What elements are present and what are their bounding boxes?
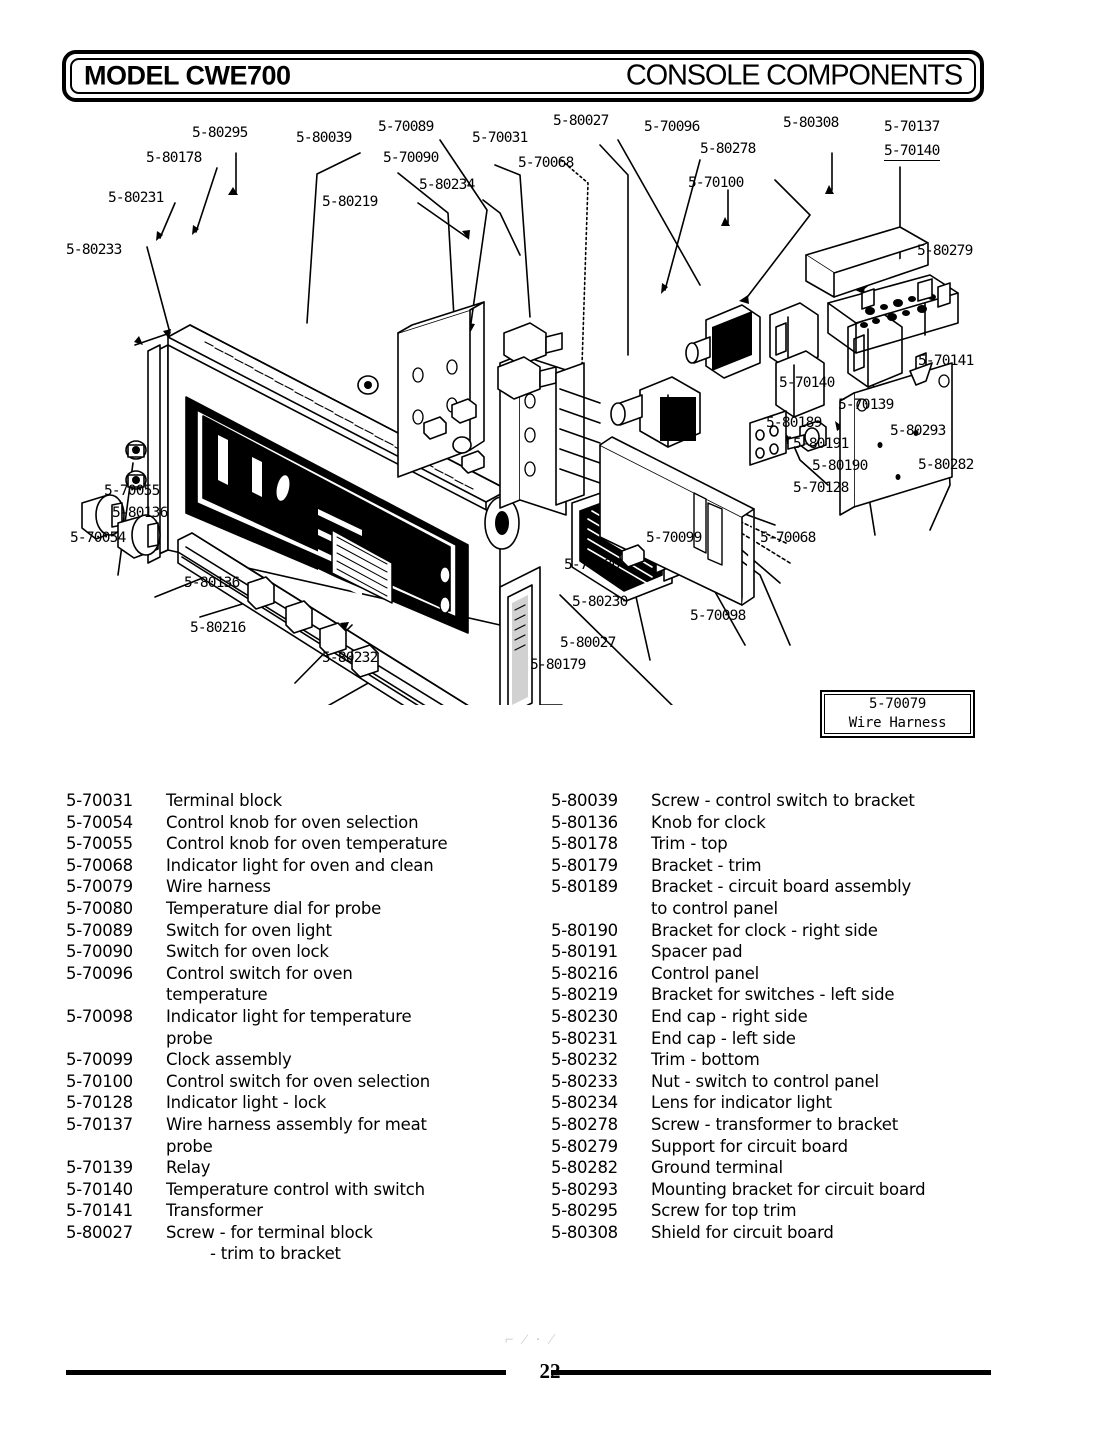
callout-5-80282: 5-80282 [918, 457, 974, 473]
part-description: Bracket - trim [651, 855, 762, 875]
parts-list-row [551, 1071, 1031, 1093]
part-number: 5-80189 [551, 877, 618, 897]
callout-5-80136-b: 5-80136 [184, 575, 240, 591]
parts-list-row [66, 812, 536, 834]
part-description: Lens for indicator light [651, 1093, 832, 1113]
parts-list-row [551, 1092, 1031, 1114]
part-number: 5-70139 [66, 1158, 133, 1178]
scan-artifact: ⌐ ⁄ · ∕ [505, 1332, 556, 1348]
parts-list-row [551, 984, 1031, 1006]
callout-5-70139: 5-70139 [838, 397, 894, 413]
part-description: End cap - right side [651, 1006, 808, 1026]
part-number: 5-80179 [551, 855, 618, 875]
callout-5-80308: 5-80308 [783, 115, 839, 131]
parts-list-row [551, 1114, 1031, 1136]
parts-list-row [551, 1200, 1031, 1222]
part-description: Control knob for oven temperature [166, 834, 448, 854]
part-description: Control switch for oven [166, 963, 353, 983]
part-number: 5-70089 [66, 920, 133, 940]
part-number: 5-80231 [551, 1028, 618, 1048]
callout-5-70068-top: 5-70068 [518, 155, 574, 171]
part-description: temperature [166, 985, 268, 1005]
parts-list-row [551, 790, 1031, 812]
callout-5-70096: 5-70096 [644, 119, 700, 135]
part-number: 5-80219 [551, 985, 618, 1005]
callout-5-70099: 5-70099 [646, 530, 702, 546]
part-description: Wire harness assembly for meat [166, 1114, 427, 1134]
harness-part-label: Wire Harness [848, 715, 947, 731]
part-description: Screw for top trim [651, 1201, 797, 1221]
page-footer [0, 1332, 1100, 1392]
callout-5-80231: 5-80231 [108, 190, 164, 206]
parts-list-row [551, 833, 1031, 855]
parts-list-row [551, 963, 1031, 985]
parts-list-row [551, 941, 1031, 963]
part-number: 5-80279 [551, 1136, 618, 1156]
callout-5-80230: 5-80230 [572, 594, 628, 610]
parts-list-row [551, 1179, 1031, 1201]
parts-list-row [551, 1028, 1031, 1050]
part-number: 5-80136 [551, 812, 618, 832]
callout-5-70141: 5-70141 [918, 353, 974, 369]
part-description: Relay [166, 1158, 211, 1178]
callout-5-70080: 5-70080 [564, 557, 620, 573]
part-description: Indicator light for temperature [166, 1006, 412, 1026]
page-title: CONSOLE COMPONENTS [625, 59, 962, 92]
callout-5-80178: 5-80178 [146, 150, 202, 166]
part-number: 5-70140 [66, 1179, 133, 1199]
header-banner [62, 50, 984, 102]
part-description: Trim - bottom [651, 1050, 760, 1070]
harness-part-number: 5-70079 [869, 696, 926, 713]
parts-list-row [66, 898, 536, 920]
part-description: Trim - top [651, 834, 728, 854]
part-description: Nut - switch to control panel [651, 1071, 879, 1091]
part-number: 5-80191 [551, 942, 618, 962]
callout-5-80278: 5-80278 [700, 141, 756, 157]
callout-5-80234: 5-80234 [419, 177, 475, 193]
part-description: Temperature control with switch [166, 1179, 425, 1199]
callout-5-70137: 5-70137 [884, 119, 940, 135]
parts-list-row [66, 984, 536, 1006]
part-number: 5-70068 [66, 855, 133, 875]
part-number: 5-70137 [66, 1114, 133, 1134]
part-number: 5-80308 [551, 1222, 618, 1242]
callout-5-80233: 5-80233 [66, 242, 122, 258]
part-description: Transformer [166, 1201, 263, 1221]
parts-list-row [66, 833, 536, 855]
part-number: 5-70100 [66, 1071, 133, 1091]
part-description: Bracket for clock - right side [651, 920, 878, 940]
page-number: 22 [539, 1359, 561, 1383]
callout-5-70100: 5-70100 [688, 175, 744, 191]
wire-harness-legend [820, 690, 975, 738]
parts-list-row [551, 920, 1031, 942]
parts-list-row [66, 1179, 536, 1201]
part-description: Ground terminal [651, 1158, 783, 1178]
callout-5-80232: 5-80232 [322, 650, 378, 666]
part-description: - trim to bracket [210, 1244, 341, 1264]
parts-list-row [551, 1049, 1031, 1071]
callout-5-80136-a: 5-80136 [112, 505, 168, 521]
callout-5-70098: 5-70098 [690, 608, 746, 624]
part-number: 5-80232 [551, 1050, 618, 1070]
part-number: 5-70090 [66, 942, 133, 962]
callout-5-80190: 5-80190 [812, 458, 868, 474]
parts-list-row [551, 1136, 1031, 1158]
part-number: 5-80295 [551, 1201, 618, 1221]
part-description: Switch for oven lock [166, 942, 329, 962]
part-description: Screw - transformer to bracket [651, 1114, 898, 1134]
part-number: 5-80216 [551, 963, 618, 983]
part-number: 5-70099 [66, 1050, 133, 1070]
parts-list-row [66, 963, 536, 985]
part-description: probe [166, 1136, 213, 1156]
callout-5-80179: 5-80179 [530, 657, 586, 673]
callout-5-80216: 5-80216 [190, 620, 246, 636]
exploded-parts-diagram [0, 105, 1100, 731]
parts-list-row [66, 1157, 536, 1179]
part-description: Knob for clock [651, 812, 766, 832]
part-description: Support for circuit board [651, 1136, 848, 1156]
part-description: Indicator light - lock [166, 1093, 327, 1113]
parts-list-row [551, 898, 1031, 920]
parts-list-column-left [66, 790, 536, 1265]
callout-5-70140-mid: 5-70140 [779, 375, 835, 391]
callout-5-80027-bot: 5-80027 [560, 635, 616, 651]
part-number: 5-70141 [66, 1201, 133, 1221]
parts-list-row [66, 1243, 536, 1265]
parts-list-row [66, 1071, 536, 1093]
parts-list-row [66, 1006, 536, 1028]
part-description: Wire harness [166, 877, 271, 897]
parts-list-row [551, 1157, 1031, 1179]
part-description: Indicator light for oven and clean [166, 855, 434, 875]
part-number: 5-70054 [66, 812, 133, 832]
parts-list-row [66, 941, 536, 963]
parts-list-row [66, 920, 536, 942]
callout-5-70089: 5-70089 [378, 119, 434, 135]
part-number: 5-80230 [551, 1006, 618, 1026]
callout-5-70128: 5-70128 [793, 480, 849, 496]
part-description: Control knob for oven selection [166, 812, 419, 832]
callout-5-70090: 5-70090 [383, 150, 439, 166]
parts-list-row [551, 812, 1031, 834]
part-description: Screw - for terminal block [166, 1222, 373, 1242]
part-number: 5-80178 [551, 834, 618, 854]
part-description: Control panel [651, 963, 760, 983]
parts-list-row [551, 1222, 1031, 1244]
part-description: Clock assembly [166, 1050, 292, 1070]
diagram-artwork [0, 105, 1100, 705]
callout-5-80027-top: 5-80027 [553, 113, 609, 129]
parts-list-row [66, 790, 536, 812]
parts-list-column-right [551, 790, 1031, 1243]
parts-list-row [66, 1222, 536, 1244]
part-number: 5-80234 [551, 1093, 618, 1113]
callout-5-80219: 5-80219 [322, 194, 378, 210]
part-number: 5-80027 [66, 1222, 133, 1242]
parts-list-row [66, 1049, 536, 1071]
part-number: 5-70055 [66, 834, 133, 854]
part-description: Temperature dial for probe [166, 898, 382, 918]
part-description: Control switch for oven selection [166, 1071, 431, 1091]
part-description: Mounting bracket for circuit board [651, 1179, 926, 1199]
parts-list-row [66, 1028, 536, 1050]
parts-list-row [551, 1006, 1031, 1028]
part-description: Shield for circuit board [651, 1222, 834, 1242]
part-number: 5-70098 [66, 1006, 133, 1026]
callout-5-80279: 5-80279 [917, 243, 973, 259]
part-number: 5-80278 [551, 1114, 618, 1134]
part-description: Terminal block [166, 791, 282, 810]
parts-list-row [66, 1136, 536, 1158]
callout-5-70068-bot: 5-70068 [760, 530, 816, 546]
parts-list-row [551, 876, 1031, 898]
callout-5-80039: 5-80039 [296, 130, 352, 146]
part-number: 5-70031 [66, 791, 133, 810]
part-description: to control panel [651, 898, 778, 918]
model-label: MODEL CWE700 [84, 60, 291, 91]
parts-list-row [66, 855, 536, 877]
parts-list-row [551, 855, 1031, 877]
part-description: End cap - left side [651, 1028, 796, 1048]
part-description: Spacer pad [651, 942, 743, 962]
part-number: 5-70079 [66, 877, 133, 897]
callout-5-80293: 5-80293 [890, 423, 946, 439]
parts-list-row [66, 1092, 536, 1114]
callout-5-80295: 5-80295 [192, 125, 248, 141]
part-number: 5-70096 [66, 963, 133, 983]
callout-5-70054: 5-70054 [70, 530, 126, 546]
part-description: Bracket for switches - left side [651, 985, 895, 1005]
part-number: 5-80293 [551, 1179, 618, 1199]
part-number: 5-70080 [66, 898, 133, 918]
callout-5-70055: 5-70055 [104, 483, 160, 499]
part-number: 5-80190 [551, 920, 618, 940]
parts-list-row [66, 1200, 536, 1222]
part-number: 5-80039 [551, 791, 618, 810]
callout-5-80189: 5-80189 [766, 415, 822, 431]
callout-5-70140-top: 5-70140 [884, 143, 940, 159]
part-description: Bracket - circuit board assembly [651, 877, 912, 897]
callout-5-80191: 5-80191 [793, 436, 849, 452]
part-description: probe [166, 1028, 213, 1048]
part-number: 5-70128 [66, 1093, 133, 1113]
part-description: Switch for oven light [166, 920, 332, 940]
callout-5-70031: 5-70031 [472, 130, 528, 146]
part-number: 5-80233 [551, 1071, 618, 1091]
parts-list-row [66, 876, 536, 898]
part-description: Screw - control switch to bracket [651, 791, 915, 810]
part-number: 5-80282 [551, 1158, 618, 1178]
parts-list-row [66, 1114, 536, 1136]
